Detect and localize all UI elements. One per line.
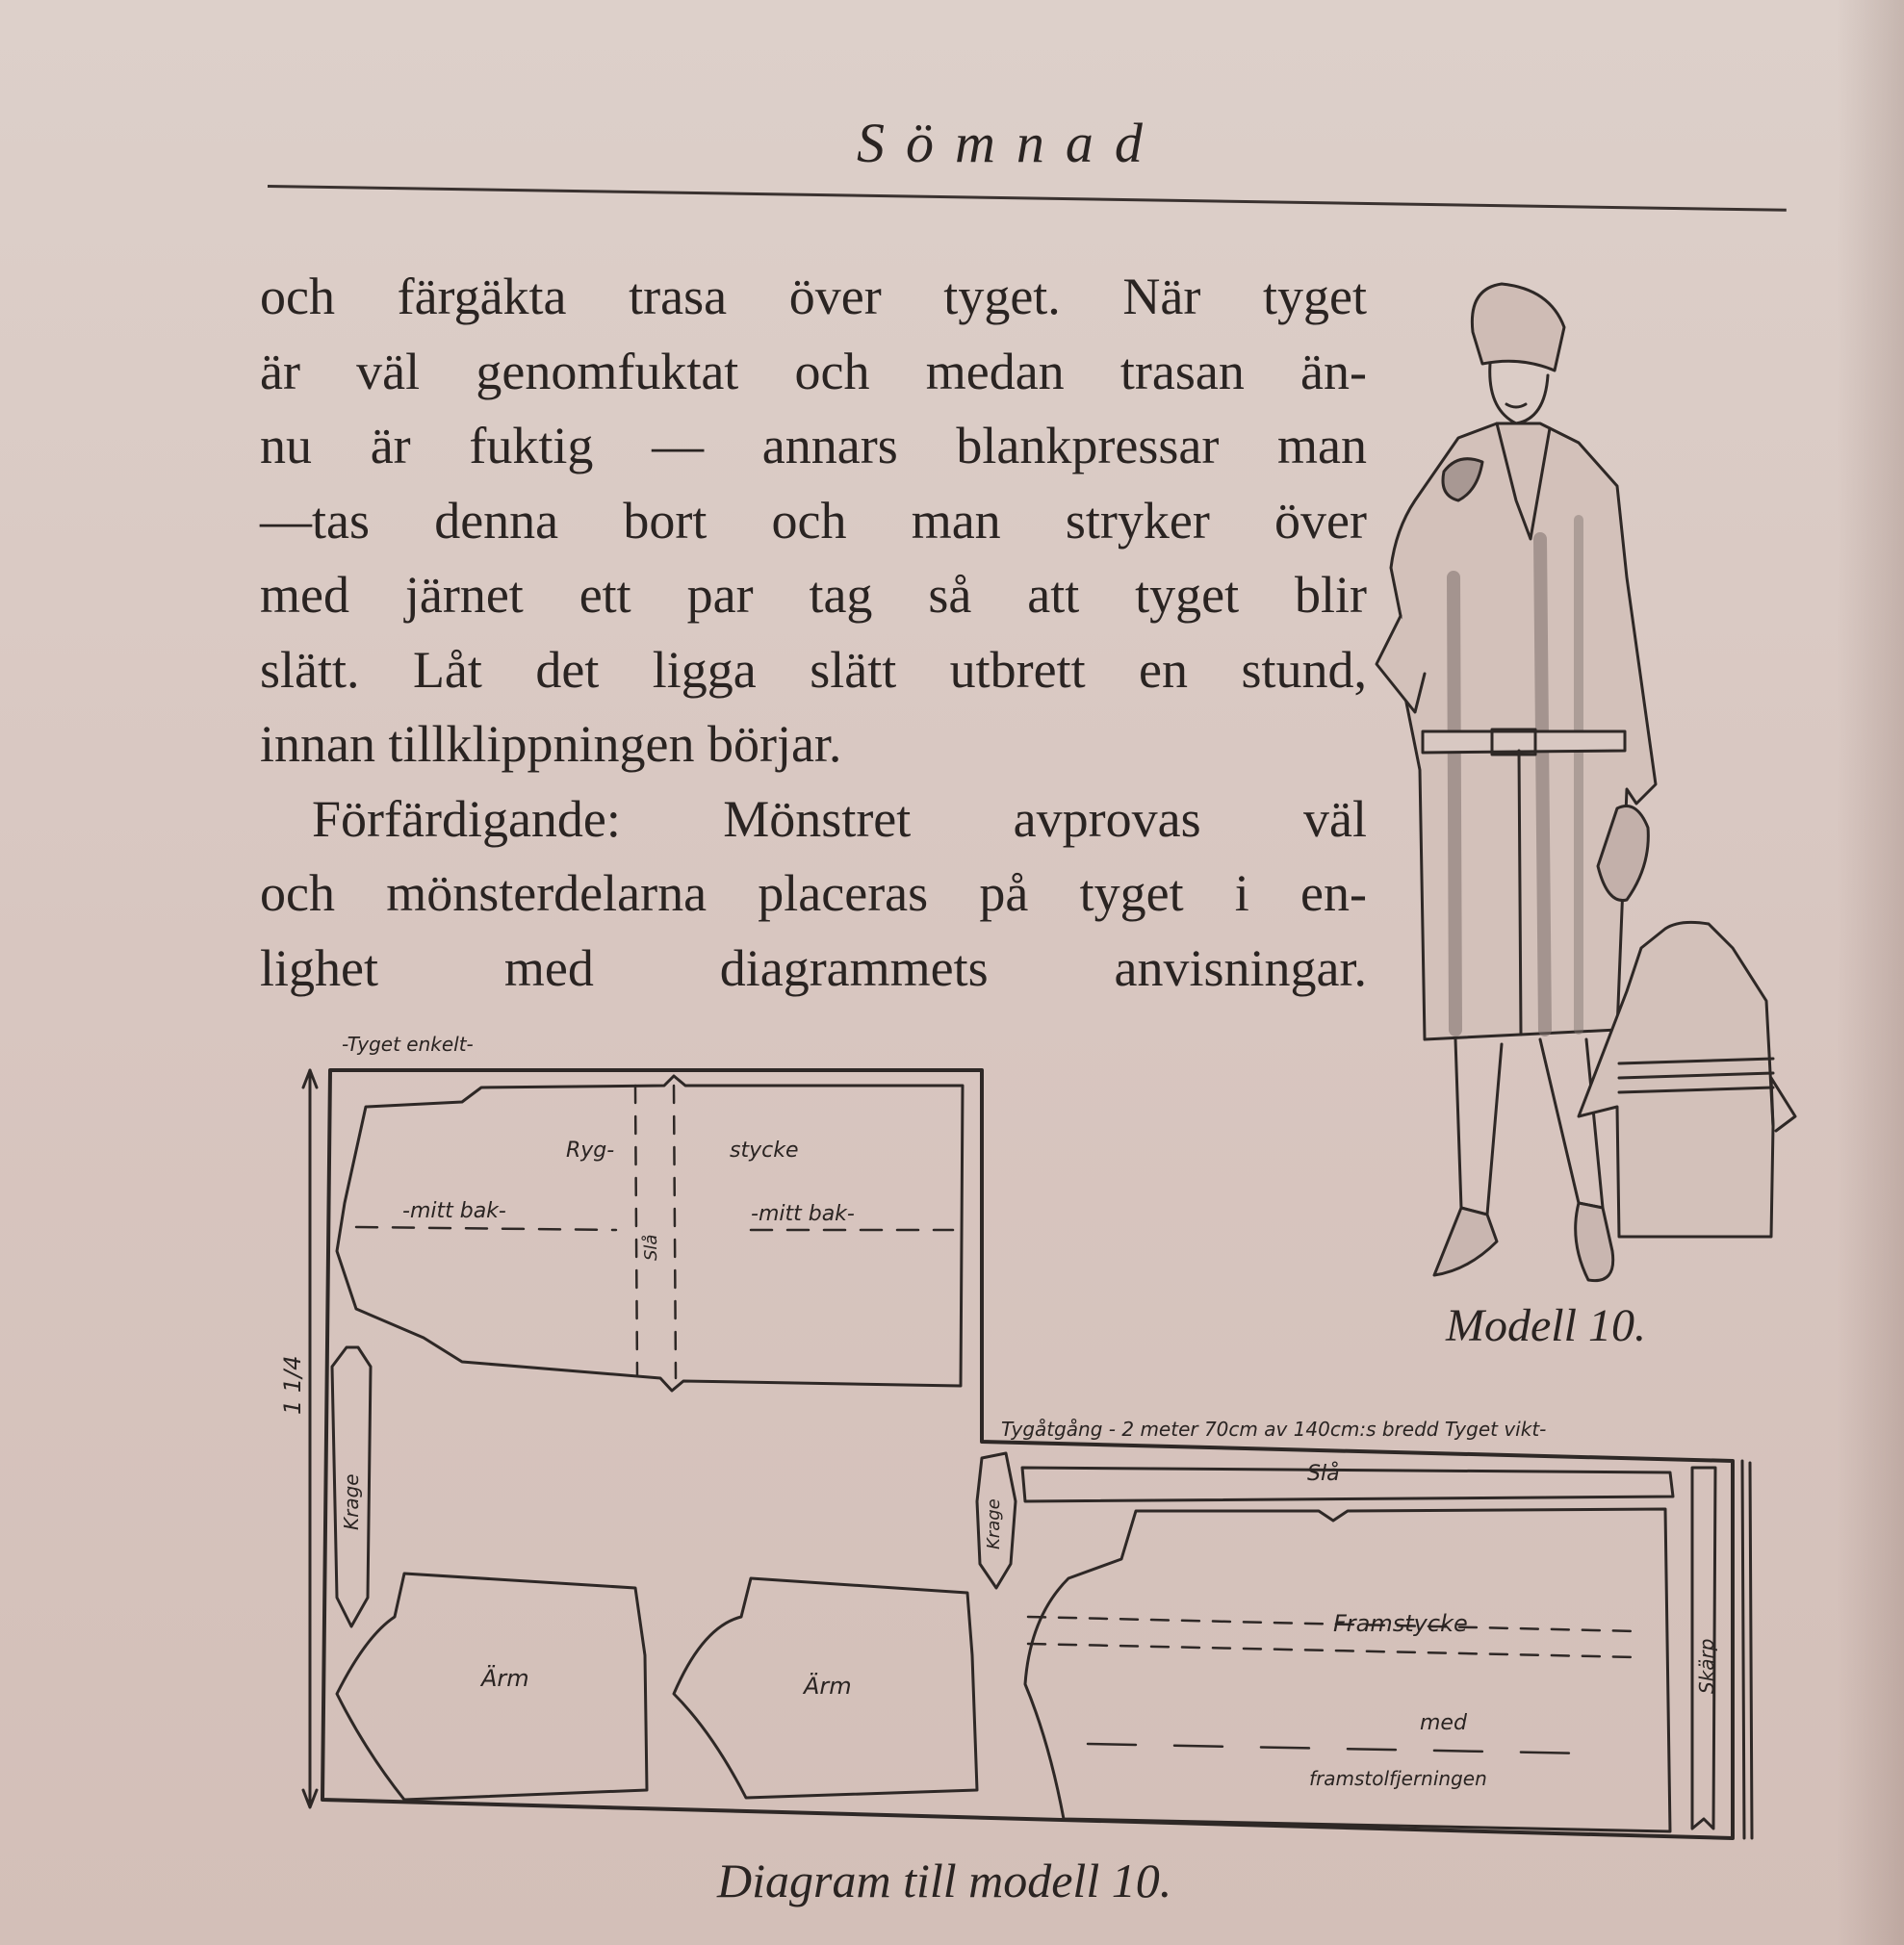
label-sleeve-left: Ärm (481, 1665, 529, 1692)
label-fabric-single: -Tyget enkelt- (342, 1033, 474, 1056)
label-fabric-usage: Tygåtgång - 2 meter 70cm av 140cm:s bredd Tyget vikt- (1001, 1418, 1547, 1441)
text-line: är väl genomfuktat och medan trasan än- (260, 342, 1367, 400)
text-line: lighet med diagrammets anvisningar. (260, 938, 1367, 997)
coat-model-illustration (1377, 284, 1795, 1281)
label-belt: Skärp (1695, 1638, 1718, 1694)
label-center-back-right: -mitt bak- (751, 1202, 855, 1226)
label-collar-right: Krage (984, 1498, 1004, 1549)
label-sleeve-right: Ärm (804, 1673, 852, 1700)
running-head: Sömnad (857, 112, 1164, 174)
pattern-diagram (303, 1070, 1752, 1838)
text-line: och färgäkta trasa över tyget. När tyget (260, 268, 1367, 325)
label-center-back-left: -mitt bak- (402, 1199, 506, 1223)
text-line: —tas denna bort och man stryker över (260, 491, 1367, 550)
text-line: nu är fuktig — annars blankpressar man (260, 417, 1367, 474)
label-flap-back: Slå (641, 1234, 661, 1261)
label-front: Framstycke (1333, 1610, 1468, 1637)
label-flap-front: Slå (1307, 1462, 1340, 1486)
label-front-note-2: framstolfjerningen (1309, 1767, 1487, 1790)
text-line: slätt. Låt det ligga slätt utbrett en stund, (260, 640, 1367, 699)
figure-caption: Modell 10. (1446, 1300, 1646, 1351)
text-line: och mönsterdelarna placeras på tyget i en- (260, 864, 1367, 922)
diagram-caption: Diagram till modell 10. (717, 1854, 1172, 1907)
label-front-note-1: med (1420, 1711, 1467, 1735)
text-line: innan tillklippningen börjar. (260, 715, 842, 773)
text-line: Förfärdigande: Mönstret avprovas väl (312, 789, 1367, 848)
text-line: med järnet ett par tag så att tyget blir (260, 566, 1367, 624)
label-back-left: Ryg- (566, 1139, 615, 1163)
label-collar-left: Krage (340, 1473, 363, 1530)
label-dimension: 1 1/4 (279, 1355, 306, 1415)
label-back-right: stycke (730, 1139, 799, 1163)
